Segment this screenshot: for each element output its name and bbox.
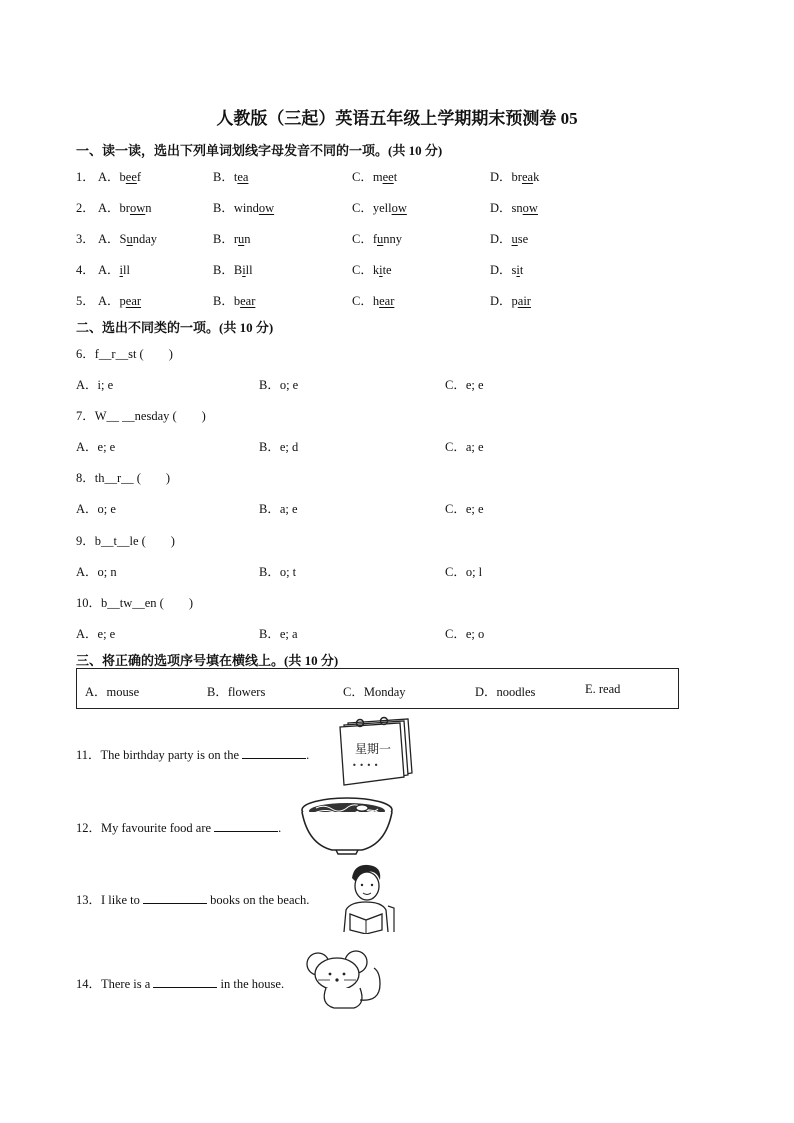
- word-bank-item: B．flowers: [207, 685, 266, 699]
- option-choice[interactable]: B．a; e: [259, 502, 298, 516]
- section2-heading: 二、选出不同类的一项。(共 10 分): [76, 320, 274, 335]
- page-title: 人教版（三起）英语五年级上学期期末预测卷 05: [216, 109, 578, 128]
- word-bank-item: D．noodles: [475, 685, 536, 699]
- option-letter: D．: [490, 232, 512, 246]
- option-choice[interactable]: A．e; e: [76, 440, 116, 454]
- option-letter: B．: [213, 201, 234, 215]
- option-choice[interactable]: [352, 229, 402, 247]
- underlined-letters: i: [379, 263, 383, 277]
- option-choice[interactable]: B．e; a: [259, 627, 298, 641]
- word-part: n: [145, 201, 152, 215]
- question-14: 14．There is a in the house.: [76, 977, 285, 991]
- option-letter: B．: [213, 232, 234, 246]
- option-choice[interactable]: [352, 291, 394, 309]
- word-bank: [76, 668, 679, 709]
- option-letter: A．: [98, 232, 120, 246]
- option-letter: C．: [352, 170, 373, 184]
- option-choice[interactable]: [213, 229, 251, 247]
- underlined-letters: i: [242, 263, 246, 277]
- question-number: 4．: [76, 263, 95, 277]
- option-letter: B．: [213, 170, 234, 184]
- option-letter: C．: [352, 201, 373, 215]
- question-stem: 8．th__r__ ( ): [76, 471, 171, 485]
- word-part: k: [372, 263, 380, 277]
- underlined-letters: ea: [237, 170, 249, 184]
- option-choice[interactable]: [213, 167, 248, 185]
- answer-blank[interactable]: [214, 819, 278, 832]
- option-choice[interactable]: B．o; e: [259, 378, 299, 392]
- question-12: 12．My favourite food are .: [76, 821, 282, 835]
- question-number: 3．: [76, 232, 95, 246]
- word-part: nny: [383, 232, 403, 246]
- section1-heading: 一、读一读，选出下列单词划线字母发音不同的一项。(共 10 分): [76, 143, 443, 158]
- option-choice[interactable]: C．e; e: [445, 502, 484, 516]
- mouse-icon: [304, 948, 388, 1014]
- option-letter: A．: [98, 294, 120, 308]
- option-choice[interactable]: [352, 260, 392, 278]
- underlined-letters: ear: [240, 294, 256, 308]
- option-letter: C．: [352, 294, 373, 308]
- question-number: 2．: [76, 201, 95, 215]
- question-11: 11．The birthday party is on the .: [76, 748, 310, 762]
- option-choice[interactable]: [490, 291, 531, 309]
- question-number: 1．: [76, 170, 95, 184]
- underlined-letters: ow: [391, 201, 407, 215]
- word-bank-item: E. read: [585, 682, 621, 696]
- word-part: te: [382, 263, 392, 277]
- answer-blank[interactable]: [153, 975, 217, 988]
- underlined-letters: i: [119, 263, 124, 277]
- word-part: s: [511, 263, 517, 277]
- word-part: b: [233, 294, 241, 308]
- word-part: t: [233, 170, 238, 184]
- word-bank-item: A．mouse: [85, 685, 140, 699]
- option-choice[interactable]: [490, 167, 539, 185]
- word-part: m: [372, 170, 383, 184]
- underlined-letters: u: [238, 232, 245, 246]
- question-stem: 10．b__tw__en ( ): [76, 596, 193, 610]
- word-part: ll: [245, 263, 253, 277]
- underlined-letters: ea: [521, 170, 534, 184]
- option-letter: C．: [352, 232, 373, 246]
- word-part: r: [233, 232, 239, 246]
- answer-blank[interactable]: [242, 746, 306, 759]
- svg-text:• • • •: • • • •: [352, 761, 379, 770]
- underlined-letters: ow: [258, 201, 275, 215]
- option-choice[interactable]: C．e; o: [445, 627, 485, 641]
- option-choice[interactable]: [98, 167, 141, 185]
- word-part: p: [119, 294, 126, 308]
- word-part: b: [119, 170, 126, 184]
- option-choice[interactable]: C．a; e: [445, 440, 484, 454]
- question-stem: 9．b__t__le ( ): [76, 534, 175, 548]
- option-choice[interactable]: C．e; e: [445, 378, 484, 392]
- word-part: se: [517, 232, 529, 246]
- word-bank-item: C．Monday: [343, 685, 406, 699]
- word-part: p: [511, 294, 518, 308]
- option-choice[interactable]: [98, 198, 151, 216]
- word-part: ll: [123, 263, 130, 277]
- question-stem: 7．W__ __nesday ( ): [76, 409, 206, 423]
- option-choice[interactable]: [98, 291, 141, 309]
- option-choice[interactable]: C．o; l: [445, 565, 483, 579]
- option-choice[interactable]: [490, 260, 523, 278]
- question-stem: 6．f__r__st ( ): [76, 347, 173, 361]
- word-part: t: [519, 263, 524, 277]
- option-letter: D．: [490, 294, 512, 308]
- underlined-letters: ear: [125, 294, 142, 308]
- option-choice[interactable]: [352, 198, 407, 216]
- word-part: B: [233, 263, 243, 277]
- noodle-bowl-icon: [298, 794, 396, 856]
- word-part: t: [393, 170, 398, 184]
- word-part: f: [136, 170, 142, 184]
- option-letter: C．: [352, 263, 373, 277]
- word-part: S: [119, 232, 127, 246]
- option-choice[interactable]: B．o; t: [259, 565, 297, 579]
- option-letter: A．: [98, 170, 120, 184]
- option-choice[interactable]: A．i; e: [76, 378, 114, 392]
- option-letter: A．: [98, 263, 120, 277]
- word-part: br: [119, 201, 130, 215]
- option-choice[interactable]: [98, 229, 157, 247]
- underlined-letters: ear: [379, 294, 395, 308]
- option-letter: D．: [490, 263, 512, 277]
- word-part: k: [533, 170, 540, 184]
- question-number: 5．: [76, 294, 95, 308]
- boy-reading-icon: [336, 862, 396, 934]
- option-choice[interactable]: [352, 167, 397, 185]
- word-part: yell: [372, 201, 392, 215]
- option-letter: A．: [98, 201, 120, 215]
- option-choice[interactable]: B．e; d: [259, 440, 299, 454]
- option-letter: B．: [213, 263, 234, 277]
- underlined-letters: ow: [522, 201, 538, 215]
- underlined-letters: ee: [382, 170, 394, 184]
- underlined-letters: i: [516, 263, 520, 277]
- option-choice[interactable]: [213, 260, 253, 278]
- word-part: sn: [511, 201, 523, 215]
- underlined-letters: ow: [129, 201, 146, 215]
- section3-heading: 三、将正确的选项序号填在横线上。(共 10 分): [76, 653, 339, 668]
- option-choice[interactable]: A．o; e: [76, 502, 116, 516]
- answer-blank[interactable]: [143, 891, 207, 904]
- word-part: br: [511, 170, 522, 184]
- option-choice[interactable]: A．o; n: [76, 565, 117, 579]
- option-choice[interactable]: [490, 198, 538, 216]
- question-13: 13．I like to books on the beach.: [76, 893, 310, 907]
- word-part: f: [372, 232, 378, 246]
- option-letter: D．: [490, 170, 512, 184]
- underlined-letters: u: [511, 232, 518, 246]
- calendar-label: 星期一: [355, 742, 392, 756]
- underlined-letters: air: [517, 294, 531, 308]
- option-choice[interactable]: A．e; e: [76, 627, 116, 641]
- word-part: wind: [233, 201, 259, 215]
- underlined-letters: u: [126, 232, 133, 246]
- underlined-letters: u: [377, 232, 384, 246]
- option-letter: D．: [490, 201, 512, 215]
- option-choice[interactable]: [213, 198, 274, 216]
- word-part: nday: [132, 232, 158, 246]
- option-choice[interactable]: [213, 291, 255, 309]
- word-part: h: [372, 294, 380, 308]
- underlined-letters: ee: [125, 170, 137, 184]
- option-letter: B．: [213, 294, 234, 308]
- option-choice[interactable]: [98, 260, 130, 278]
- word-part: n: [244, 232, 251, 246]
- option-choice[interactable]: [490, 229, 528, 247]
